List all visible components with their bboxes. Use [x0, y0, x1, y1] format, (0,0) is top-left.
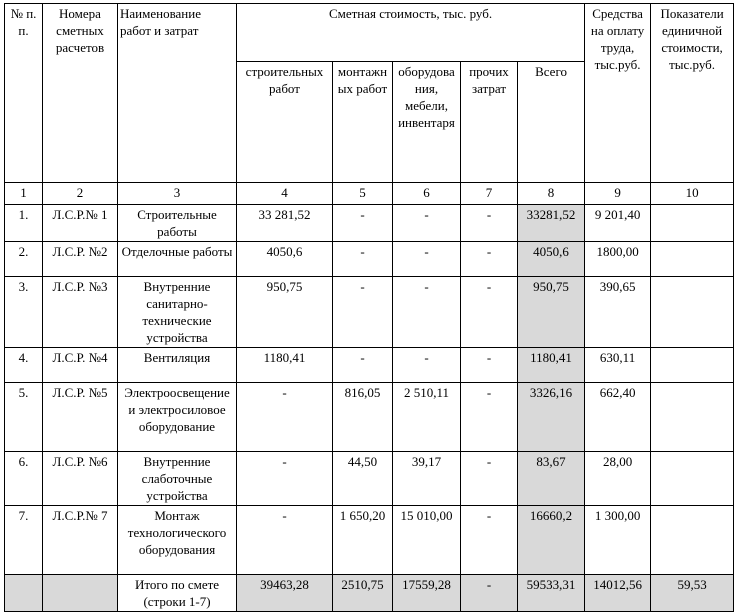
column-number-row — [5, 183, 734, 205]
unit-cost — [651, 452, 734, 506]
unit-cost — [651, 348, 734, 383]
unit-cost — [651, 383, 734, 452]
total-cost: 3326,16 — [518, 383, 585, 452]
table-row — [5, 506, 734, 575]
installation-cost: 816,05 — [333, 383, 393, 452]
unit-cost — [651, 506, 734, 575]
unit-cost — [651, 277, 734, 348]
other-cost: - — [461, 205, 518, 242]
construction-cost: - — [237, 506, 333, 575]
total-cost: 1180,41 — [518, 348, 585, 383]
totals-unit-cost: 59,53 — [651, 575, 734, 612]
estimate-table — [4, 3, 734, 612]
header-equipment: оборудования, мебели, инвентаря — [393, 62, 461, 183]
installation-cost: 44,50 — [333, 452, 393, 506]
wages: 390,65 — [585, 277, 651, 348]
totals-equipment: 17559,28 — [393, 575, 461, 612]
table-row — [5, 383, 734, 452]
work-name: Внутренние слаботочные устройства — [118, 452, 237, 506]
other-cost: - — [461, 506, 518, 575]
column-number: 6 — [393, 183, 461, 205]
other-cost: - — [461, 348, 518, 383]
totals-label: Итого по смете (строки 1-7) — [118, 575, 237, 612]
installation-cost: - — [333, 242, 393, 277]
totals-wages: 14012,56 — [585, 575, 651, 612]
calc-number: Л.С.Р. №5 — [43, 383, 118, 452]
table-row — [5, 205, 734, 242]
calc-number: Л.С.Р.№ 1 — [43, 205, 118, 242]
column-number: 4 — [237, 183, 333, 205]
work-name: Отделочные работы — [118, 242, 237, 277]
wages: 630,11 — [585, 348, 651, 383]
construction-cost: 33 281,52 — [237, 205, 333, 242]
work-name: Монтаж технологического оборудования — [118, 506, 237, 575]
total-cost: 33281,52 — [518, 205, 585, 242]
row-number: 2. — [5, 242, 43, 277]
calc-number: Л.С.Р. №6 — [43, 452, 118, 506]
equipment-cost: - — [393, 205, 461, 242]
total-cost: 4050,6 — [518, 242, 585, 277]
column-number: 8 — [518, 183, 585, 205]
total-cost: 83,67 — [518, 452, 585, 506]
equipment-cost: 2 510,11 — [393, 383, 461, 452]
installation-cost: - — [333, 348, 393, 383]
calc-number: Л.С.Р. №4 — [43, 348, 118, 383]
work-name: Электроосвещение и электросиловое оборудование — [118, 383, 237, 452]
wages: 662,40 — [585, 383, 651, 452]
construction-cost: - — [237, 452, 333, 506]
column-number: 5 — [333, 183, 393, 205]
equipment-cost: - — [393, 242, 461, 277]
wages: 9 201,40 — [585, 205, 651, 242]
construction-cost: - — [237, 383, 333, 452]
row-number: 5. — [5, 383, 43, 452]
equipment-cost: - — [393, 277, 461, 348]
header-calc-number: Номера сметных расчетов — [43, 4, 118, 183]
column-number: 2 — [43, 183, 118, 205]
row-number: 1. — [5, 205, 43, 242]
column-number: 10 — [651, 183, 734, 205]
unit-cost — [651, 242, 734, 277]
header-name: Наименование работ и затрат — [118, 4, 237, 183]
row-number: 6. — [5, 452, 43, 506]
table-row — [5, 452, 734, 506]
wages: 1 300,00 — [585, 506, 651, 575]
totals-other: - — [461, 575, 518, 612]
table-row — [5, 242, 734, 277]
work-name: Строительные работы — [118, 205, 237, 242]
wages: 28,00 — [585, 452, 651, 506]
calc-number: Л.С.Р.№ 7 — [43, 506, 118, 575]
work-name: Внутренние санитарно-технические устройства — [118, 277, 237, 348]
row-number: 3. — [5, 277, 43, 348]
header-no: № п. п. — [5, 4, 43, 183]
header-cost-group: Сметная стоимость, тыс. руб. — [237, 4, 585, 62]
equipment-cost: - — [393, 348, 461, 383]
column-number: 7 — [461, 183, 518, 205]
unit-cost — [651, 205, 734, 242]
totals-construction: 39463,28 — [237, 575, 333, 612]
other-cost: - — [461, 242, 518, 277]
header-construction: строительных работ — [237, 62, 333, 183]
totals-total: 59533,31 — [518, 575, 585, 612]
equipment-cost: 39,17 — [393, 452, 461, 506]
installation-cost: - — [333, 277, 393, 348]
table-row — [5, 348, 734, 383]
construction-cost: 1180,41 — [237, 348, 333, 383]
header-other: прочих затрат — [461, 62, 518, 183]
installation-cost: 1 650,20 — [333, 506, 393, 575]
column-number: 9 — [585, 183, 651, 205]
other-cost: - — [461, 277, 518, 348]
header-total: Всего — [518, 62, 585, 183]
row-number: 7. — [5, 506, 43, 575]
installation-cost: - — [333, 205, 393, 242]
header-wages: Средства на оплату труда, тыс.руб. — [585, 4, 651, 183]
wages: 1800,00 — [585, 242, 651, 277]
construction-cost: 950,75 — [237, 277, 333, 348]
column-number: 1 — [5, 183, 43, 205]
other-cost: - — [461, 452, 518, 506]
calc-number: Л.С.Р. №3 — [43, 277, 118, 348]
totals-installation: 2510,75 — [333, 575, 393, 612]
work-name: Вентиляция — [118, 348, 237, 383]
other-cost: - — [461, 383, 518, 452]
calc-number: Л.С.Р. №2 — [43, 242, 118, 277]
row-number: 4. — [5, 348, 43, 383]
table-row — [5, 277, 734, 348]
total-cost: 950,75 — [518, 277, 585, 348]
equipment-cost: 15 010,00 — [393, 506, 461, 575]
construction-cost: 4050,6 — [237, 242, 333, 277]
total-cost: 16660,2 — [518, 506, 585, 575]
header-row-top — [5, 4, 734, 62]
header-unit-cost: Показатели единичной стоимости, тыс.руб. — [651, 4, 734, 183]
column-number: 3 — [118, 183, 237, 205]
header-installation: монтажных работ — [333, 62, 393, 183]
